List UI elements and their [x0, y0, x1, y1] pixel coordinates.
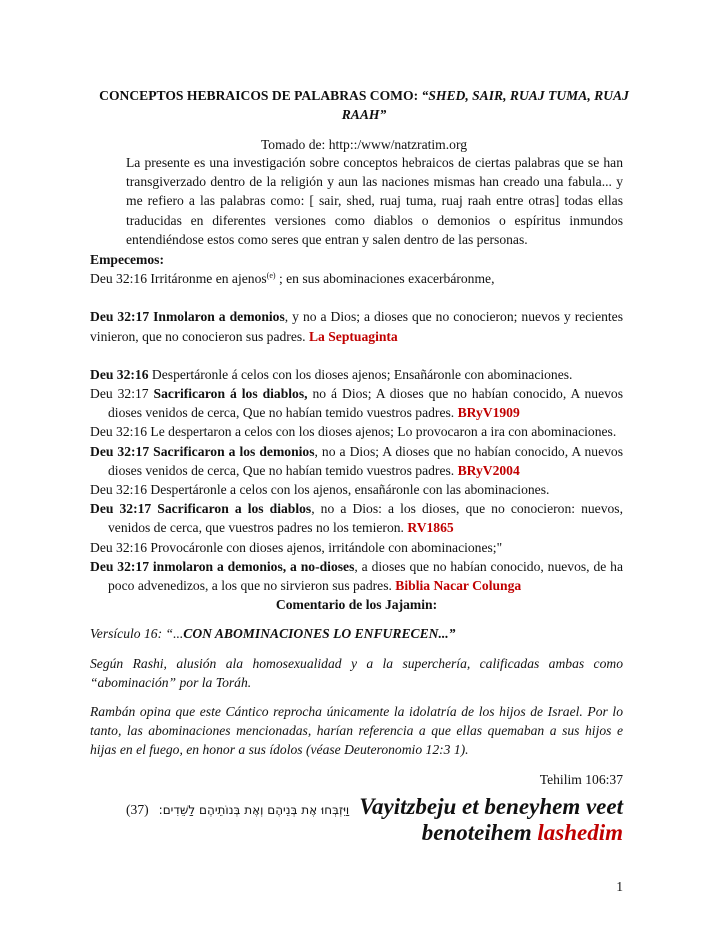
- verse-number: (37): [126, 802, 149, 817]
- tehilim-reference: Tehilim 106:37: [539, 771, 623, 787]
- hebrew-verse-text: וַיִּזְבְּחוּ אֶת בְּנֵיהֶם וְאֶת בְּנוֹתֵיהֶם לַשֵּׁדִים:: [158, 803, 350, 817]
- transliteration-line-1: Vayitzbeju et beneyhem veet: [359, 794, 623, 819]
- verse-line: Deu 32:17 Sacrificaron á los diablos, no á Dios; A dioses que no habían conocido, A nuevos dioses venidos de cerca, Que no habían temido vuestros padres. BRyV1909: [90, 386, 623, 421]
- verse-line: Deu 32:16 Provocáronle con dioses ajenos, irritándole con abominaciones;": [90, 539, 503, 555]
- document-title: [90, 86, 638, 124]
- verse-line: Deu 32:17 Sacrificaron a los demonios, no a Dios; A dioses que no habían conocido, A nuevos dioses venidos de cerca, Que no habían temido vuestros padres. BRyV2004: [90, 443, 623, 478]
- section-heading: Empecemos:: [90, 252, 164, 267]
- title-main: CONCEPTOS HEBRAICOS DE PALABRAS COMO:: [99, 88, 422, 103]
- version-label: RV1865: [407, 520, 454, 536]
- verse-line: Deu 32:17 inmolaron a demonios, a no-dioses, a dioses que no habían conocido, nuevos, de ha poco advenedizos, a los que no sirvieron sus padres. Biblia Nacar Colunga: [90, 558, 623, 594]
- septuagint-verse: Deu 32:17 Inmolaron a demonios, y no a Dios; a dioses que no conocieron; nuevos y recientes vinieron, que no conocieron sus padres. La Septuaginta: [90, 309, 624, 344]
- version-label: Biblia Nacar Colunga: [395, 578, 522, 594]
- source-line: Tomado de: http::/www/natzratim.org: [260, 137, 468, 152]
- page-number: 1: [616, 879, 623, 894]
- verse-line: Deu 32:16 Despertáronle á celos con los dioses ajenos; Ensañáronle con abominaciones.: [90, 366, 573, 382]
- footnote-marker: (e): [266, 271, 276, 281]
- commentary-heading: Comentario de los Jajamin:: [275, 597, 438, 613]
- document-body: [90, 250, 623, 789]
- transliteration-line-2: benoteihem lashedim: [421, 820, 623, 845]
- commentary-ramban: Rambán opina que este Cántico reprocha únicamente la idolatría de los hijos de Israel. Por lo tanto, las abominaciones mencionadas, harían referencia a que ellas quemaban a sus hijos e hijas en el fuego, en honor a sus ídolos (véase Deuteronomio 12:3 1).: [90, 704, 623, 758]
- verse-line: Deu 32:16 Irritáronme en ajenos$^{(e)}$ ; en sus abominaciones exacerbáronme,: [90, 271, 495, 287]
- commentary-verse-label: Versículo 16: “...CON ABOMINACIONES LO ENFURECEN...”: [90, 626, 456, 642]
- transliteration-highlight: lashedim: [537, 820, 623, 845]
- verse-line: Deu 32:16 Le despertaron a celos con los dioses ajenos; Lo provocaron a ira con abominaciones.: [90, 424, 617, 440]
- version-label: BRyV2004: [457, 462, 520, 478]
- verse-line: Deu 32:16 Despertáronle a celos con los ajenos, ensañáronle con las abominaciones.: [90, 482, 550, 498]
- intro-paragraph: La presente es una investigación sobre conceptos hebraicos de ciertas palabras que se han transgiverzado dentro de la religión y aun las naciones mismas han creado una fabula... y me refiero a las palabras como: [ sair, shed, ruaj tuma, ruaj raah entre otras] todas ellas traducidas en diferentes versiones como diablos o demonios o espíritus inmundos entendiéndose estos como seres que entran y salen dentro de las personas.: [126, 155, 623, 247]
- commentary-rashi: Según Rashi, alusión ala homosexualidad y a la superchería, calificadas ambas como “abominación” por la Toráh.: [90, 655, 623, 690]
- version-label: BRyV1909: [457, 405, 520, 421]
- hebrew-verse-row: [126, 794, 623, 820]
- version-label: La Septuaginta: [308, 328, 398, 344]
- title-quoted-terms: “SHED, SAIR, RUAJ TUMA, RUAJ RAAH”: [341, 88, 629, 122]
- verse-line: Deu 32:17 Sacrificaron a los diablos, no a Dios: a los dioses, que no conocieron: nuevos, venidos de cerca, que vuestros padres no los temieron. RV1865: [90, 501, 623, 536]
